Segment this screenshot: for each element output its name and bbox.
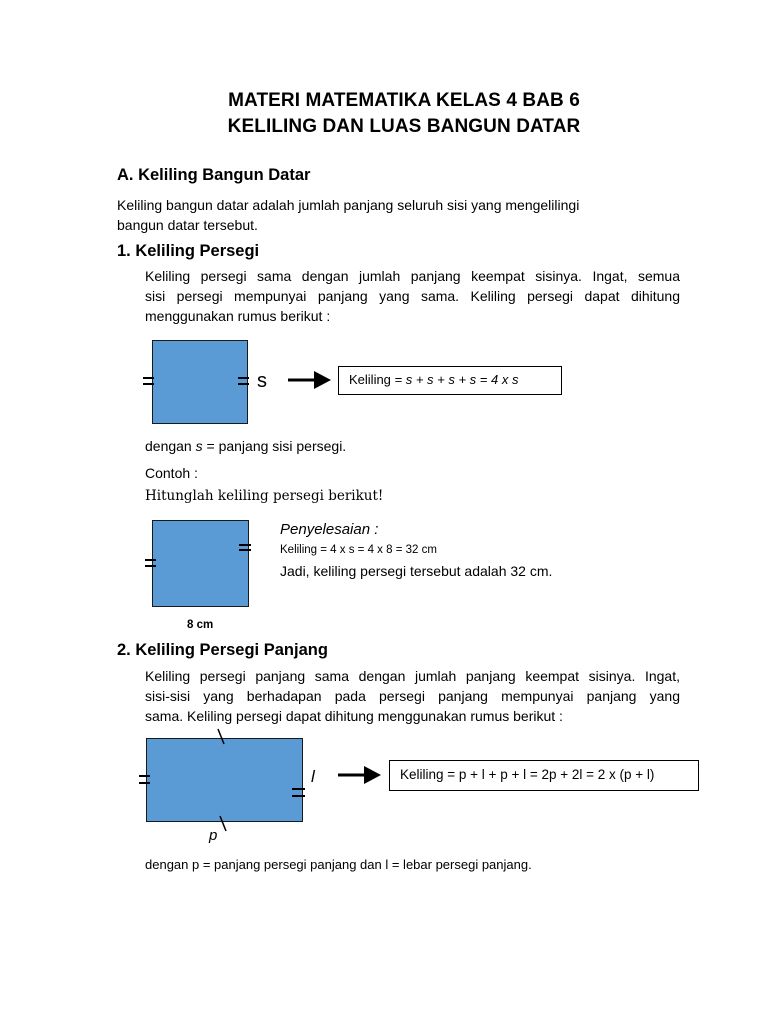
persegi-panjang-formula: Keliling = p + l + p + l = 2p + 2l = 2 x (p + l) — [400, 767, 655, 782]
persegi-desc-line3: menggunakan rumus berikut : — [145, 308, 331, 324]
section-a-intro-line2: bangun datar tersebut. — [117, 217, 258, 233]
persegi-note-var: s — [195, 438, 203, 454]
persegi-heading: 1. Keliling Persegi — [117, 242, 260, 260]
rectangle-left-tick-mark — [139, 782, 150, 784]
example-right-tick-mark — [239, 549, 251, 551]
section-a-heading: A. Keliling Bangun Datar — [117, 166, 311, 184]
persegi-panjang-formula-box — [389, 760, 699, 791]
rectangle-length-label: p — [209, 827, 218, 844]
persegi-formula-box — [338, 366, 562, 395]
persegi-panjang-heading: 2. Keliling Persegi Panjang — [117, 641, 328, 659]
document-title-line1: MATERI MATEMATIKA KELAS 4 BAB 6 — [228, 90, 580, 111]
example-square-shape — [152, 520, 249, 607]
arrow-right-icon — [288, 370, 332, 390]
persegi-desc-line1: Keliling persegi sama dengan jumlah panjang keempat sisinya. Ingat, semua — [145, 268, 680, 284]
square-right-tick-mark — [238, 377, 249, 379]
contoh-label: Contoh : — [145, 465, 198, 481]
section-a-intro-line1: Keliling bangun datar adalah jumlah panjang seluruh sisi yang mengelilingi — [117, 197, 580, 213]
persegi-note-prefix: dengan — [145, 438, 196, 454]
example-right-tick-mark — [239, 544, 251, 546]
example-left-tick-mark — [145, 559, 156, 561]
persegi-note-rest: = panjang sisi persegi. — [202, 438, 347, 454]
persegi-note — [145, 436, 346, 457]
arrow-right-icon — [338, 765, 382, 785]
square-side-label: s — [257, 370, 267, 392]
solution-title: Penyelesaian : — [280, 521, 379, 538]
rectangle-right-tick-mark — [292, 788, 305, 790]
square-left-tick-mark — [143, 383, 154, 385]
rectangle-shape — [146, 738, 303, 822]
persegi-desc-line2: sisi persegi mempunyai panjang yang sama. Keliling persegi dapat dihitung — [145, 288, 680, 304]
document-title-line2: KELILING DAN LUAS BANGUN DATAR — [227, 116, 581, 137]
rectangle-left-tick-mark — [139, 775, 150, 777]
example-side-label: 8 cm — [187, 619, 214, 631]
rectangle-top-tick-mark — [215, 727, 229, 747]
persegi-panjang-desc-line1: Keliling persegi panjang sama dengan jumlah panjang keempat sisinya. Ingat, — [145, 668, 680, 684]
persegi-panjang-desc-line2: sisi-sisi yang berhadapan pada persegi panjang mempunyai panjang yang — [145, 688, 680, 704]
solution-conclusion: Jadi, keliling persegi tersebut adalah 32 cm. — [280, 563, 553, 579]
example-left-tick-mark — [145, 565, 156, 567]
rectangle-width-label: l — [311, 767, 315, 786]
square-left-tick-mark — [143, 377, 154, 379]
persegi-panjang-desc-line3: sama. Keliling persegi dapat dihitung menggunakan rumus berikut : — [145, 708, 563, 724]
solution-formula: Keliling = 4 x s = 4 x 8 = 32 cm — [280, 544, 437, 556]
persegi-formula-label: Keliling — [349, 372, 391, 387]
square-shape — [152, 340, 248, 424]
persegi-formula-text: = s + s + s + s = 4 x s — [390, 372, 519, 387]
rectangle-bottom-tick-mark — [217, 814, 231, 834]
square-right-tick-mark — [238, 383, 249, 385]
persegi-panjang-note: dengan p = panjang persegi panjang dan l = lebar persegi panjang. — [145, 857, 532, 872]
contoh-question: Hitunglah keliling persegi berikut! — [145, 488, 384, 504]
rectangle-right-tick-mark — [292, 795, 305, 797]
